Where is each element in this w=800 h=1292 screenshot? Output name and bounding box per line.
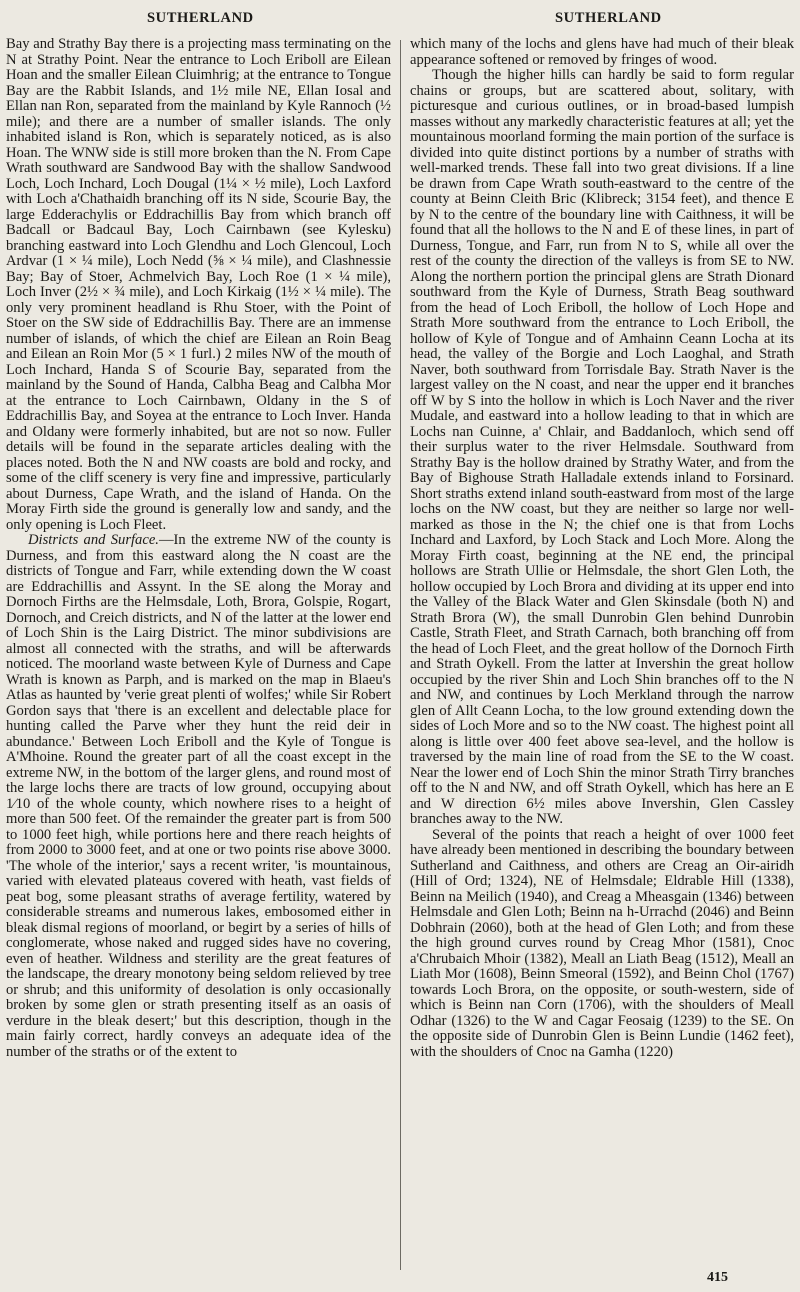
- districts-heading: Districts and Surface.: [28, 532, 159, 548]
- left-running-head: SUTHERLAND: [147, 10, 254, 26]
- right-paragraph-straths: Though the higher hills can hardly be said to form regular chains or groups, but are scattered about, solitary, with picturesque and curious outlines, or in broad-based lumpish masses without any markedly characteristic features at all; yet the mountainous moorland forming the main portion of the surface is divided into quite distinct portions by a number of straths with well-marked trends. These fall into two great divisions. If a line be drawn from Cape Wrath south-eastward to the centre of the county at Beinn Cleith Bric (Klibreck; 3154 feet), and thence E by N to the centre of the boundary line with Caithness, it will be found that all the hollows to the N and E of these lines, in part of Durness, Tongue, and Farr, run from N to S, while all over the rest of the county the direction of the valleys is from SE to NW. Along the northern portion the principal glens are Strath Dionard southward from the Kyle of Durness, Strath Beag southward from the head of Loch Eriboll, the hollow of Loch Hope and Strath More southward from the entrance to Loch Eriboll, the hollow of Kyle of Tongue and of Amhainn Ceann Locha at its head, the valley of the Borgie and Loch Laoghal, and Strath Naver, both southward from Torrisdale Bay. Strath Naver is the largest valley on the N coast, and near the upper end it branches off W by S into the hollow in which is Loch Naver and the river Mudale, and eastward into a hollow leading to that in which are Lochs nan Cuinne, a' Chlair, and Baddanloch, which send off their surplus water to the river Helmsdale. Southward from Strathy Bay is the hollow drained by Strathy Water, and from the Bay of Bighouse Strath Halladale extends inland to Forsinard. Short straths extend inland south-eastward from most of the large lochs on the NW coast, but they are neither so large nor well-marked as those in the N; the chief one is that from Lochs Inchard and Laxford, by Loch Stack and Loch More. Along the Moray Firth coast, beginning at the NE end, the principal hollows are Strath Ullie or Helmsdale, the short Glen Loth, the hollow occupied by Loch Brora and dividing at its upper end into the Valley of the Black Water and Glen Skinsdale (both N) and Strath Brora (W), the small Dunrobin Glen behind Dunrobin Castle, Strath Fleet, and Strath Carnach, both branching off from the head of Loch Fleet, and the great hollow of the Dornoch Firth and Strath Oykell. From the latter at Invershin the great hollow occupied by the river Shin and Loch Shin branches off to the N and NW, and continues by Loch Merkland through the narrow glen of Allt Ceann Locha, to the low ground extending down the sides of Loch More and so to the NW coast. The highest point all along is little over 400 feet above sea-level, and the hollow is traversed by the main line of road from the SE to the W coast. Near the lower end of Loch Shin the minor Strath Tirry branches off to the N and NW, and off Strath Oykell, which has here an E and W direction 6½ miles above Invershin, Glen Cassley branches away to the NW.: [410, 67, 794, 827]
- page-number: 415: [707, 1270, 728, 1285]
- right-paragraph-heights: Several of the points that reach a height of over 1000 feet have already been mentioned in describing the boundary between Sutherland and Caithness, and others are Creag an Oir-airidh (Hill of Ord; 1324), NE of Helmsdale; Eldrable Hill (1338), Beinn na Meilich (1940), and Creag a Mheasgain (1346) between Helmsdale and Glen Loth; Beinn na h-Urrachd (2046) and Beinn Dobhrain (2060), both at the head of Glen Loth; and from these the high ground curves round by Creag Mhor (1581), Cnoc a'Chrubaich Mhoir (1382), Meall an Liath Beag (1512), Meall an Liath Mor (1608), Beinn Smeoral (1592), and Beinn Chol (1767) towards Loch Brora, on the opposite, or south-western, side of which is Beinn nan Corn (1706), with the shoulders of Meall Odhar (1326) to the W and Cagar Feosaig (1239) to the SE. On the opposite side of Dunrobin Glen is Beinn Lundie (1462 feet), with the shoulders of Cnoc na Gamha (1220): [410, 826, 794, 1060]
- left-paragraph-coast: Bay and Strathy Bay there is a projecting mass terminating on the N at Strathy Point. Near the entrance to Loch Eriboll are Eilean Hoan and the smaller Eilean Cluimhrig; at the entrance to Tongue Bay are the Rabbit Islands, and 1½ mile NE, Ellan Iosal and Ellan nan Ron, separated from the mainland by Kyle Rannoch (½ mile); and there are a number of smaller islands. The only inhabited island is Ron, which is separately noticed, as is also Hoan. The WNW side is still more broken than the N. From Cape Wrath southward are Sandwood Bay with the shallow Sandwood Loch, Loch Inchard, Loch Dougal (1¼ × ½ mile), Loch Laxford with Loch a'Chathaidh branching off its N side, Scourie Bay, the large Edderachylis or Eddrachillis Bay from which branch off Badcall or Badcaul Bay, Loch Cairnbawn (see Kylesku) branching eastward into Loch Glendhu and Loch Glencoul, Loch Ardvar (1 × ¼ mile), Loch Nedd (⅝ × ¼ mile), and Clashnessie Bay; Bay of Stoer, Achmelvich Bay, Loch Roe (1 × ¼ mile), Loch Inver (2½ × ¾ mile), and Loch Kirkaig (1½ × ¼ mile). The only very prominent headland is Rhu Stoer, with the Point of Stoer on the SW side of Eddrachillis Bay. There are an immense number of islands, of which the chief are Eilean an Roin Beag and Eilean an Roin Mor (5 × 1 furl.) 2 miles NW of the mouth of Loch Inchard, Handa S of Scourie Bay, separated from the mainland by the Sound of Handa, Calbha Beag and Calbha Mor at the entrance to Loch Cairnbawn, Oldany in the S of Eddrachillis Bay, and Soyea at the entrance to Loch Inver. Handa and Oldany were formerly inhabited, but are not so now. Fuller details will be found in the separate articles dealing with the places noted. Both the N and NW coasts are bold and rocky, and some of the cliff scenery is very fine and impressive, particularly about Durness, Cape Wrath, and the island of Handa. On the Moray Firth side the ground is generally low and sandy, and the only opening is Loch Fleet.: [6, 36, 391, 533]
- left-column: [6, 37, 391, 1060]
- right-running-head: SUTHERLAND: [555, 10, 662, 26]
- districts-text: —In the extreme NW of the county is Durness, and from this eastward along the N coast are the districts of Tongue and Farr, while extending down the W coast are Eddrachillis and Assynt. In the SE along the Moray and Dornoch Firths are the Helmsdale, Loth, Brora, Golspie, Rogart, Dornoch, and Creich districts, and N of the latter at the lower end of Loch Shin is the Lairg District. The minor subdivisions are almost all connected with the straths, and will be afterwards noticed. The moorland waste between Kyle of Durness and Cape Wrath is known as Parph, and is marked on the map in Blaeu's Atlas as haunted by 'verie great plenti of wolfes;' while Sir Robert Gordon says that 'there is an excellent and delectable place for hunting called the Parve wher they hunt the reid deir in abundance.' Between Loch Eriboll and the Kyle of Tongue is A'Mhoine. Round the greater part of all the coast except in the extreme NW, in the bottom of the larger glens, and round most of the large lochs there are tracts of low ground, occupying about 1⁄10 of the whole county, which nowhere rises to a height of more than 500 feet. Of the remainder the greater part is from 500 to 1000 feet high, while portions here and there reach heights of from 2000 to 3000 feet, and at one or two points rise above 3000. 'The whole of the interior,' says a recent writer, 'is mountainous, varied with elevated plateaus covered with heath, vast fields of peat bog, some pleasant straths of average fertility, watered by considerable streams and numerous lakes, embosomed either in bleak dismal regions of moorland, or begirt by a series of hills of conglomerate, whose naked and rugged sides have no covering, even of heather. Wildness and sterility are the great features of the landscape, the dreary monotony being seldom relieved by tree or shrub; and this uniformity of desolation is only occasionally broken by some glen or strath presenting itself as an oasis of verdure in the bleak desert;' but this description, though in the main fairly correct, hardly conveys an adequate idea of the number of the straths or of the extent to: [6, 532, 392, 1060]
- left-paragraph-districts: [6, 533, 391, 1060]
- column-divider: [400, 40, 401, 1270]
- right-column: [410, 37, 794, 1060]
- right-paragraph-continuation: which many of the lochs and glens have had much of their bleak appearance softened or removed by fringes of wood.: [410, 36, 794, 68]
